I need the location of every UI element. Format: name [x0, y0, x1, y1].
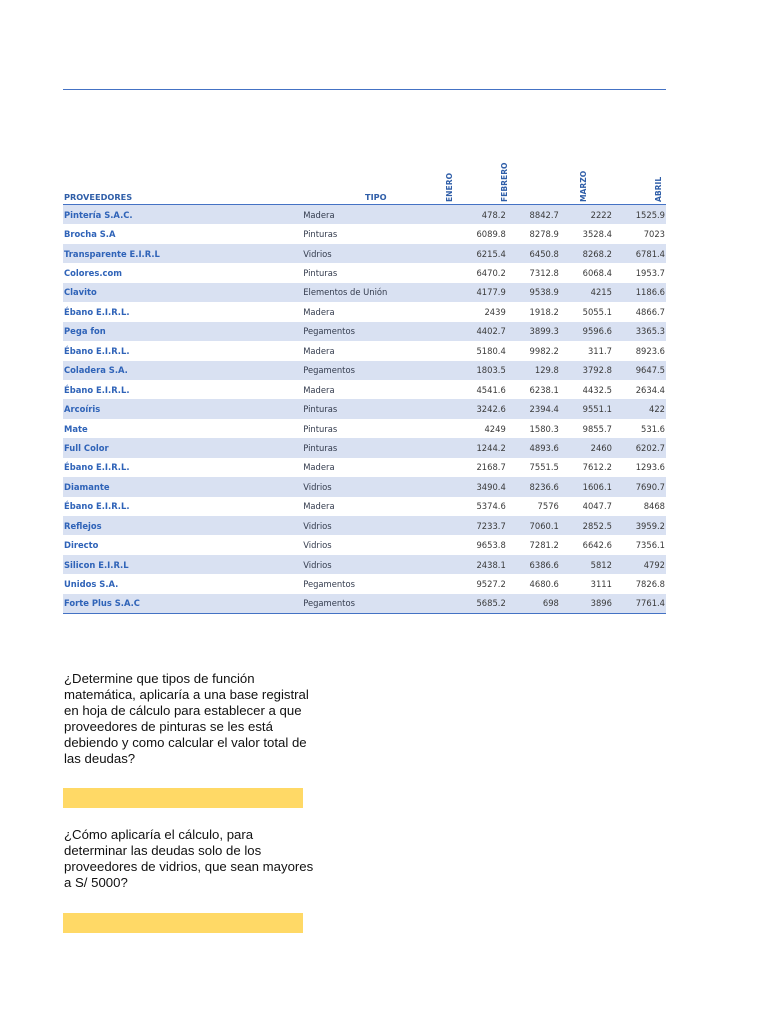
cell-tipo: Pinturas	[303, 423, 338, 434]
table-row	[63, 555, 666, 574]
cell-enero: 5374.6	[476, 501, 506, 512]
cell-enero: 3242.6	[476, 404, 506, 415]
cell-enero: 2438.1	[476, 559, 506, 570]
cell-febrero: 7551.5	[529, 462, 559, 473]
cell-marzo: 2460	[590, 442, 612, 453]
table-row	[63, 224, 666, 243]
table-row	[63, 477, 666, 496]
cell-tipo: Vidrios	[303, 520, 332, 531]
cell-proveedor: Silicon E.I.R.L	[64, 559, 129, 570]
cell-marzo: 5812	[590, 559, 612, 570]
cell-abril: 3959.2	[635, 520, 666, 531]
header-abril: ABRIL	[654, 176, 663, 202]
cell-marzo: 6068.4	[582, 268, 612, 279]
cell-abril: 1186.6	[635, 287, 666, 298]
cell-proveedor: Ébano E.I.R.L.	[64, 306, 130, 317]
cell-abril: 8923.6	[635, 345, 666, 356]
cell-marzo: 7612.2	[582, 462, 612, 473]
header-marzo-cell	[578, 152, 588, 202]
cell-febrero: 8236.6	[529, 481, 559, 492]
cell-febrero: 3899.3	[529, 326, 559, 337]
cell-enero: 7233.7	[476, 520, 506, 531]
header-enero: ENERO	[445, 172, 454, 202]
cell-marzo: 2852.5	[582, 520, 612, 531]
cell-febrero: 7060.1	[529, 520, 559, 531]
cell-tipo: Madera	[303, 306, 335, 317]
cell-enero: 5180.4	[476, 345, 506, 356]
cell-enero: 9653.8	[476, 540, 506, 551]
cell-marzo: 3111	[590, 579, 612, 590]
cell-abril: 2634.4	[635, 384, 666, 395]
providers-table	[63, 150, 666, 614]
cell-proveedor: Ébano E.I.R.L.	[64, 501, 130, 512]
cell-abril: 7690.7	[635, 481, 666, 492]
cell-tipo: Pinturas	[303, 404, 338, 415]
table-row	[63, 205, 666, 224]
cell-enero: 6215.4	[476, 248, 506, 259]
cell-enero: 478.2	[481, 209, 506, 220]
cell-enero: 4177.9	[476, 287, 506, 298]
cell-proveedor: Reflejos	[64, 520, 102, 531]
cell-enero: 5685.2	[476, 598, 506, 609]
header-febrero: FEBRERO	[500, 162, 509, 202]
cell-tipo: Elementos de Unión	[303, 287, 388, 298]
cell-tipo: Pinturas	[303, 442, 338, 453]
cell-enero: 6089.8	[476, 229, 506, 240]
cell-tipo: Vidrios	[303, 248, 332, 259]
cell-abril: 1293.6	[635, 462, 666, 473]
cell-enero: 1803.5	[476, 365, 506, 376]
cell-abril: 7761.4	[635, 598, 666, 609]
cell-tipo: Madera	[303, 209, 335, 220]
top-divider	[63, 89, 666, 90]
cell-tipo: Madera	[303, 384, 335, 395]
cell-marzo: 2222	[590, 209, 612, 220]
cell-febrero: 698	[542, 598, 559, 609]
cell-marzo: 9551.1	[582, 404, 612, 415]
cell-enero: 4402.7	[476, 326, 506, 337]
cell-febrero: 4680.6	[529, 579, 559, 590]
cell-marzo: 5055.1	[582, 306, 612, 317]
cell-marzo: 4047.7	[582, 501, 612, 512]
cell-proveedor: Pega fon	[64, 326, 106, 337]
cell-febrero: 8278.9	[529, 229, 559, 240]
cell-marzo: 9596.6	[582, 326, 612, 337]
table-row	[63, 535, 666, 554]
cell-tipo: Vidrios	[303, 540, 332, 551]
cell-abril: 1953.7	[635, 268, 666, 279]
cell-marzo: 311.7	[587, 345, 612, 356]
cell-enero: 3490.4	[476, 481, 506, 492]
table-row	[63, 516, 666, 535]
cell-febrero: 7312.8	[529, 268, 559, 279]
cell-abril: 4792	[643, 559, 666, 570]
header-proveedores: PROVEEDORES	[64, 192, 133, 202]
cell-febrero: 6238.1	[529, 384, 559, 395]
cell-marzo: 3528.4	[582, 229, 612, 240]
table-row	[63, 263, 666, 282]
table-row	[63, 361, 666, 380]
question-2: ¿Cómo aplicaría el cálculo, para determinar las deudas solo de los proveedores de vidrios, que sean mayores a S/ 5000?	[64, 827, 314, 890]
cell-febrero: 7281.2	[529, 540, 559, 551]
cell-febrero: 9982.2	[529, 345, 559, 356]
table-row	[63, 458, 666, 477]
answer-box-2[interactable]	[63, 913, 303, 933]
cell-tipo: Pegamentos	[303, 579, 355, 590]
cell-enero: 4541.6	[476, 384, 506, 395]
cell-proveedor: Full Color	[64, 442, 109, 453]
cell-febrero: 8842.7	[529, 209, 559, 220]
cell-enero: 2168.7	[476, 462, 506, 473]
table-row	[63, 341, 666, 360]
cell-proveedor: Diamante	[64, 481, 110, 492]
cell-abril: 3365.3	[635, 326, 666, 337]
table-row	[63, 419, 666, 438]
cell-febrero: 1918.2	[529, 306, 559, 317]
cell-proveedor: Unidos S.A.	[64, 579, 119, 590]
cell-tipo: Vidrios	[303, 559, 332, 570]
cell-proveedor: Brocha S.A	[64, 229, 116, 240]
cell-abril: 9647.5	[635, 365, 666, 376]
table-row	[63, 380, 666, 399]
answer-box-1[interactable]	[63, 788, 303, 808]
cell-abril: 1525.9	[635, 209, 666, 220]
cell-marzo: 8268.2	[582, 248, 612, 259]
table-row	[63, 438, 666, 457]
header-tipo: TIPO	[365, 192, 387, 202]
cell-febrero: 9538.9	[529, 287, 559, 298]
cell-tipo: Madera	[303, 345, 335, 356]
cell-febrero: 7576	[537, 501, 559, 512]
cell-proveedor: Colores.com	[64, 268, 122, 279]
cell-proveedor: Forte Plus S.A.C	[64, 598, 140, 609]
header-enero-cell	[444, 152, 454, 202]
cell-febrero: 129.8	[534, 365, 559, 376]
cell-proveedor: Pintería S.A.C.	[64, 209, 133, 220]
cell-marzo: 4432.5	[582, 384, 612, 395]
cell-marzo: 1606.1	[582, 481, 612, 492]
cell-febrero: 4893.6	[529, 442, 559, 453]
cell-enero: 2439	[484, 306, 506, 317]
cell-marzo: 3792.8	[582, 365, 612, 376]
cell-enero: 9527.2	[476, 579, 506, 590]
cell-tipo: Vidrios	[303, 481, 332, 492]
question-1: ¿Determine que tipos de función matemática, aplicaría a una base registral en hoja de cálculo para establecer a que proveedores de pinturas se les está debiendo y como calcular el valor total de las deudas?	[64, 671, 309, 766]
table-header	[63, 150, 666, 205]
table-row	[63, 594, 666, 614]
cell-tipo: Pegamentos	[303, 326, 355, 337]
cell-tipo: Madera	[303, 501, 335, 512]
cell-proveedor: Ébano E.I.R.L.	[64, 462, 130, 473]
cell-abril: 4866.7	[635, 306, 666, 317]
cell-proveedor: Ébano E.I.R.L.	[64, 345, 130, 356]
table-row	[63, 399, 666, 418]
table-row	[63, 283, 666, 302]
cell-abril: 6781.4	[635, 248, 666, 259]
cell-proveedor: Arcoíris	[64, 404, 101, 415]
cell-abril: 7023	[643, 229, 666, 240]
cell-marzo: 4215	[590, 287, 612, 298]
cell-abril: 7826.8	[635, 579, 666, 590]
header-febrero-cell	[499, 152, 509, 202]
cell-tipo: Pegamentos	[303, 365, 355, 376]
cell-marzo: 6642.6	[582, 540, 612, 551]
cell-abril: 7356.1	[635, 540, 666, 551]
cell-tipo: Pegamentos	[303, 598, 355, 609]
table-row	[63, 244, 666, 263]
table-row	[63, 322, 666, 341]
cell-tipo: Pinturas	[303, 268, 338, 279]
table-row	[63, 302, 666, 321]
header-marzo: MARZO	[579, 170, 588, 202]
cell-proveedor: Clavito	[64, 287, 97, 298]
cell-abril: 8468	[643, 501, 666, 512]
table-row	[63, 574, 666, 593]
cell-enero: 4249	[484, 423, 506, 434]
cell-proveedor: Directo	[64, 540, 99, 551]
cell-enero: 6470.2	[476, 268, 506, 279]
cell-febrero: 6386.6	[529, 559, 559, 570]
cell-febrero: 1580.3	[529, 423, 559, 434]
cell-proveedor: Coladera S.A.	[64, 365, 128, 376]
cell-febrero: 6450.8	[529, 248, 559, 259]
cell-marzo: 9855.7	[582, 423, 612, 434]
cell-proveedor: Mate	[64, 423, 88, 434]
cell-abril: 6202.7	[635, 442, 666, 453]
cell-proveedor: Transparente E.I.R.L	[64, 248, 160, 259]
header-abril-cell	[653, 152, 663, 202]
table-row	[63, 497, 666, 516]
cell-enero: 1244.2	[476, 442, 506, 453]
cell-tipo: Madera	[303, 462, 335, 473]
cell-febrero: 2394.4	[529, 404, 559, 415]
cell-marzo: 3896	[590, 598, 612, 609]
cell-abril: 531.6	[641, 423, 666, 434]
cell-abril: 422	[649, 404, 666, 415]
cell-tipo: Pinturas	[303, 229, 338, 240]
table-body	[63, 205, 666, 614]
cell-proveedor: Ébano E.I.R.L.	[64, 384, 130, 395]
